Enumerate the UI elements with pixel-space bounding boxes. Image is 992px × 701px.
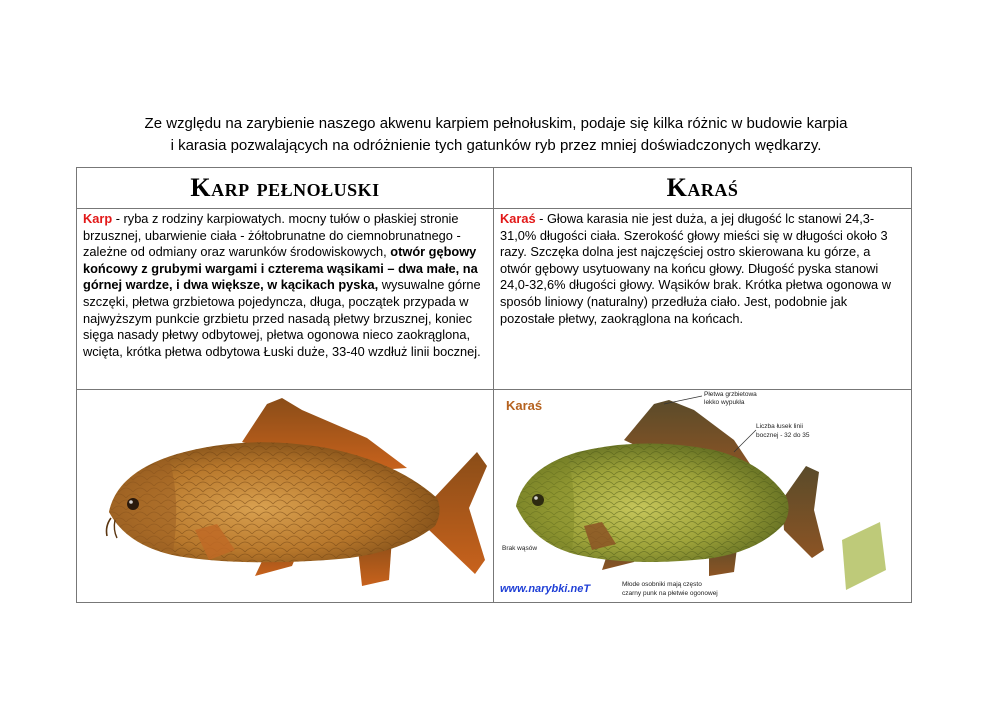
callout-dorsal-2: lekko wypukła (704, 399, 745, 406)
comparison-table (76, 167, 912, 603)
callout-young-1: Młode osobniki mają często (622, 581, 702, 588)
carp-description (77, 209, 494, 390)
crucian-text: - Głowa karasia nie jest duża, a jej długość lc stanowi 24,3-31,0% długości ciała. Szerokość głowy mieści się w długości około 3 razy. Szczęka dolna jest najczęściej ostro skierowana ku górze, a otwór gębowy usytuowany na końcu głowy. Długość pyska stanowi 24,0-32,6% długości głowy. Wąsików brak. Krótka płetwa ogonowa w sposób liniowy (naturalny) przedłuża ciało. Jest, podobnie jak pozostałe płetwy, zaokrąglona na końcach. (500, 211, 891, 326)
carp-text-b: wysuwalne górne szczęki, płetwa grzbietowa pojedyncza, długa, początek przypada w najwyższym punkcie grzbietu przed nasadą płetwy brzusznej, koniec sięga nasady płetwy odbytowej, płetwa ogonowa nieco zaokrąglona, wcięta, krótka płetwa odbytowa Łuski duże, 33-40 wzdłuż linii bocznej. (83, 277, 481, 359)
crucian-lead: Karaś (500, 211, 536, 226)
callout-dorsal-1: Płetwa grzbietowa (704, 391, 757, 398)
crucian-illustration (494, 390, 912, 602)
carp-text-bold: otwór gębowy końcowy z grubymi wargami i czterema wąsikami – dwa małe, na górnej wardze, i dwa większe, w kącikach pyska, (83, 244, 478, 293)
intro-line-1: Ze względu na zarybienie naszego akwenu karpiem pełnołuskim, podaje się kilka różnic w budowie karpia (144, 115, 848, 132)
heading-row (77, 168, 912, 209)
callout-scales-2: bocznej - 32 do 35 (756, 432, 810, 439)
crucian-eye (532, 494, 544, 506)
crucian-heading-cell (494, 168, 912, 209)
callout-young-2: czarny punk na płetwie ogonowej (622, 590, 718, 597)
carp-illustration (77, 390, 494, 602)
crucian-figure-label: Karaś (506, 398, 543, 413)
intro-line-2: i karasia pozwalających na odróżnienie tych gatunków ryb przez mniej doświadczonych wędkarzy. (170, 137, 822, 154)
carp-eye (127, 498, 139, 510)
crucian-tail-fin (782, 466, 824, 558)
crucian-heading: Karaś (666, 173, 739, 202)
callout-scales-1: Liczba łusek linii (756, 423, 803, 430)
carp-lead: Karp (83, 211, 113, 226)
description-row (77, 209, 912, 390)
intro-text (60, 113, 932, 157)
watermark: www.narybki.neT (500, 583, 591, 595)
callout-barbels: Brak wąsów (502, 545, 538, 552)
carp-heading: Karp pełnołuski (190, 173, 380, 202)
carp-image-cell (77, 390, 494, 603)
image-row (77, 390, 912, 603)
crucian-image-cell (494, 390, 912, 603)
carp-text-a: - ryba z rodziny karpiowatych. mocny tułów o płaskiej stronie brzusznej, ubarwienie ciała - żółtobrunatne do ciemnobrunatnego - zależne od odmiany oraz warunków środowiskowych, (83, 211, 461, 260)
crucian-young-tail (842, 522, 886, 590)
carp-heading-cell (77, 168, 494, 209)
crucian-description (494, 209, 912, 390)
